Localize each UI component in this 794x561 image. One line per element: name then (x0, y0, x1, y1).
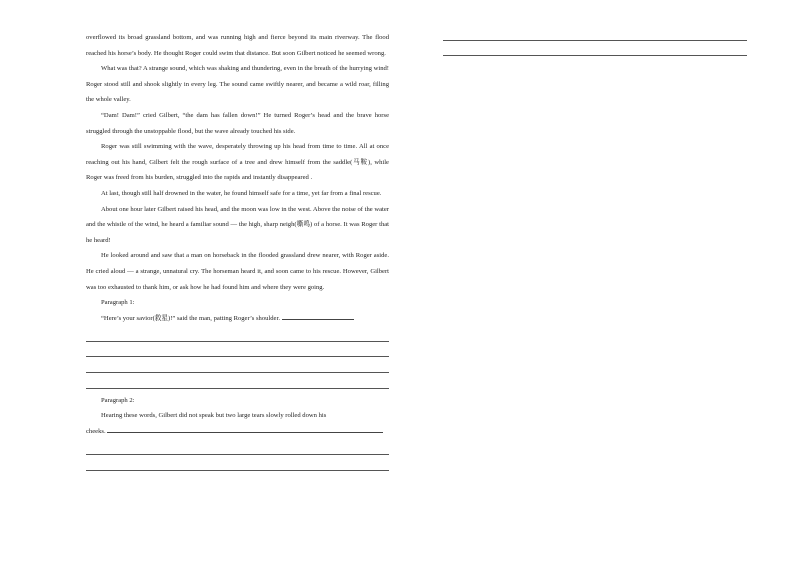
story-paragraph-1: overflowed its broad grassland bottom, and was running high and fierce beyond its main riverway. The flood reached his horse’s body. He thought Roger could swim that distance. But soon Gilbert noticed he seemed wrong. (86, 34, 389, 57)
paragraph-1-prompt-text: “Here’s your savior(救星)!” said the man, patting Roger’s shoulder. (101, 314, 280, 322)
paragraph-1-answer-line[interactable] (86, 342, 389, 358)
story-paragraph-2: What was that? A strange sound, which was shaking and thundering, even in the breath of the hurrying wind! Roger stood still and shook slightly in every leg. The sound came swiftly nearer, and became a wild roar, filling the whole valley. (86, 65, 389, 104)
story-paragraph-7: He looked around and saw that a man on horseback in the flooded grassland drew nearer, with Roger aside. He cried aloud — a strange, unnatural cry. The horseman heard it, and soon came to his rescue. However, Gilbert was too exhausted to thank him, or ask how he had found him and where they were going. (86, 252, 389, 291)
story-paragraph-5: At last, though still half drowned in the water, he found himself safe for a time, yet far from a final rescue. (101, 189, 382, 197)
paragraph-1-answer-line[interactable] (86, 357, 389, 373)
paragraph-2-answer-line[interactable] (86, 439, 389, 455)
paragraph-1-answer-blank[interactable] (282, 312, 354, 320)
paragraph-1-answer-line[interactable] (86, 326, 389, 342)
story-paragraph-4: Roger was still swimming with the wave, desperately throwing up his head from time to time. All at once reaching out his hand, Gilbert felt the rough surface of a tree and drew himself from the saddle(马鞍), while Roger was freed from his burden, struggled into the rapids and instantly disappeared . (86, 143, 389, 182)
left-column (86, 30, 389, 471)
paragraph-2-prompt-text: cheeks. (86, 427, 106, 435)
paragraph-2-prompt-line-1: Hearing these words, Gilbert did not speak but two large tears slowly rolled down his (101, 412, 327, 420)
paragraph-2-prompt-line-2 (86, 424, 389, 440)
paragraph-1-answer-line[interactable] (86, 373, 389, 389)
right-column (443, 30, 747, 60)
continuation-answer-line[interactable] (443, 30, 747, 41)
paragraph-2-answer-blank[interactable] (107, 425, 383, 433)
story-paragraph-6: About one hour later Gilbert raised his head, and the moon was low in the west. Above the noise of the water and the whistle of the wind, he heard a familiar sound — the high, sharp neigh(嘶鸣) of a horse. It was Roger that he heard! (86, 205, 389, 244)
paragraph-2-label: Paragraph 2: (101, 396, 135, 404)
continuation-answer-line[interactable] (443, 45, 747, 56)
story-paragraph-3: “Dam! Dam!” cried Gilbert, “the dam has fallen down!” He turned Roger’s head and the brave horse struggled through the unstoppable flood, but the wave already touched his side. (86, 111, 389, 135)
paragraph-2-answer-line[interactable] (86, 455, 389, 471)
paragraph-1-label: Paragraph 1: (101, 299, 135, 307)
paragraph-1-prompt (86, 311, 389, 327)
